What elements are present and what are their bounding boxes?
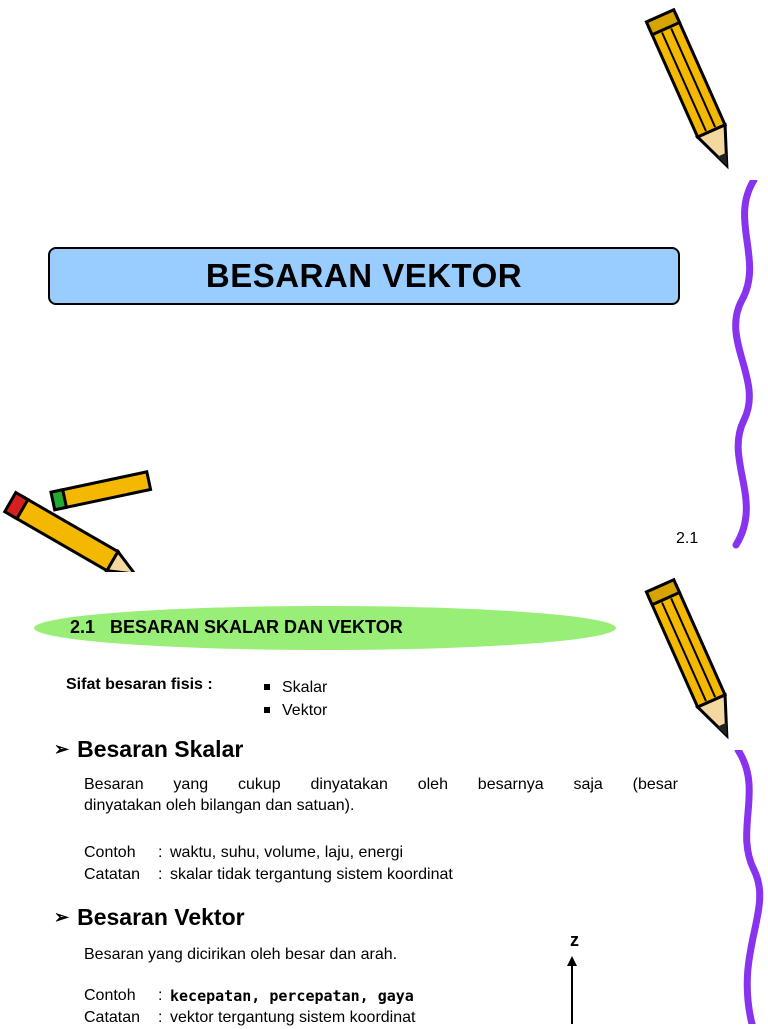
scalar-example-value: waktu, suhu, volume, laju, energi [170, 844, 404, 861]
wavy-border [724, 180, 768, 550]
crossed-pencils-icon [0, 462, 160, 572]
properties-label: Sifat besaran fisis : [66, 676, 213, 693]
scalar-note-row [84, 864, 453, 886]
vector-note-value: vektor tergantung sistem koordinat [170, 1009, 416, 1026]
z-axis-label: z [570, 930, 579, 950]
pencil-icon [640, 4, 752, 184]
pencil-icon [640, 574, 752, 754]
scalar-example-label: Contoh [84, 844, 136, 861]
wavy-border [724, 750, 768, 1024]
list-item: Vektor [262, 699, 327, 722]
scalar-heading [54, 736, 243, 763]
arrow-bullet-icon: ➢ [54, 739, 70, 759]
arrow-bullet-icon: ➢ [54, 907, 70, 927]
page-number: 2.1 [676, 530, 699, 547]
colon: : [158, 1009, 163, 1026]
list-item: Skalar [262, 676, 327, 699]
scalar-definition-line2: dinyatakan oleh bilangan dan satuan). [84, 797, 355, 814]
section-title: 2.1 BESARAN SKALAR DAN VEKTOR [70, 617, 403, 637]
colon: : [158, 987, 163, 1004]
vector-heading [54, 904, 245, 931]
vector-details [84, 985, 415, 1029]
z-axis-arrow [564, 956, 580, 1024]
scalar-details [84, 842, 453, 886]
vector-example-label: Contoh [84, 987, 136, 1004]
vector-definition: Besaran yang dicirikan oleh besar dan arah. [84, 946, 398, 963]
scalar-definition [84, 774, 680, 816]
scalar-note-label: Catatan [84, 866, 141, 883]
scalar-example-row [84, 842, 453, 864]
vector-note-row [84, 1007, 415, 1029]
scalar-note-value: skalar tidak tergantung sistem koordinat [170, 866, 453, 883]
vector-example-row [84, 985, 415, 1007]
colon: : [158, 866, 163, 883]
scalar-heading-text: Besaran Skalar [77, 736, 244, 762]
scalar-definition-line1: Besaran yang cukup dinyatakan oleh besarnya saja (besar [84, 776, 678, 793]
colon: : [158, 844, 163, 861]
slide-title: BESARAN VEKTOR [205, 257, 523, 294]
vector-note-label: Catatan [84, 1009, 141, 1026]
vector-example-value: kecepatan, percepatan, gaya [170, 987, 414, 1005]
vector-heading-text: Besaran Vektor [77, 904, 245, 930]
slide-title-box [48, 247, 680, 305]
properties-list [262, 676, 327, 722]
